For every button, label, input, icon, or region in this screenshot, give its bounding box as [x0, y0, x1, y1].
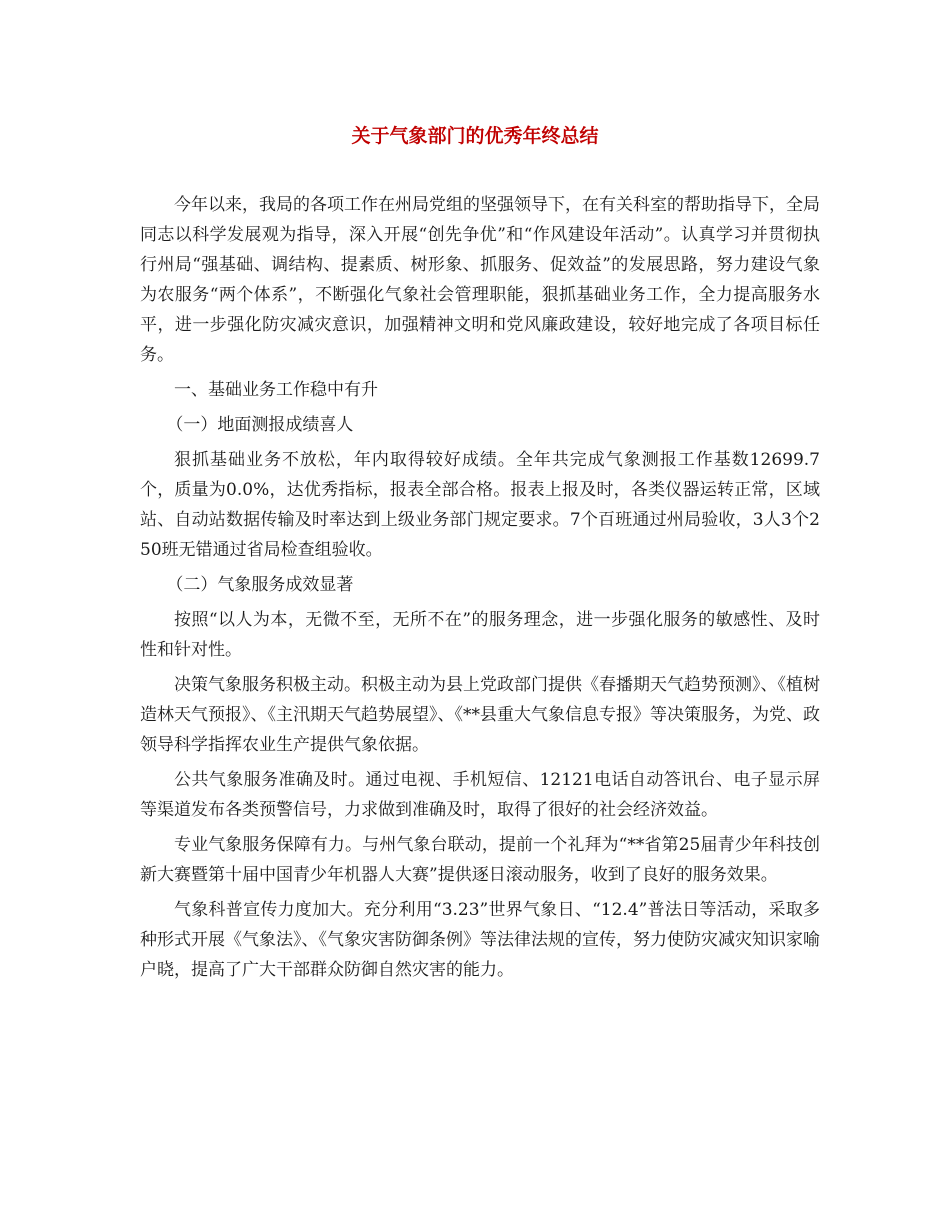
- section-heading-basic-work: 一、基础业务工作稳中有升: [174, 380, 378, 400]
- paragraph-intro: 今年以来，我局的各项工作在州局党组的坚强领导下，在有关科室的帮助指导下，全局同志以科学发展观为指导，深入开展“创先争优”和“作风建设年活动”。认真学习并贯彻执行州局“强基础、调结构、提素质、树形象、抓服务、促效益”的发展思路，努力建设气象为农服务“两个体系”，不断强化气象社会管理职能，狠抓基础业务工作，全力提高服务水平，进一步强化防灾减灾意识，加强精神文明和党风廉政建设，较好地完成了各项目标任务。: [140, 195, 820, 365]
- document-body: [140, 190, 820, 990]
- paragraph-science-publicity: 气象科普宣传力度加大。充分利用“3.23”世界气象日、“12.4”普法日等活动，采取多种形式开展《气象法》、《气象灾害防御条例》等法律法规的宣传，努力使防灾减灾知识家喻户晓，提高了广大干部群众防御自然灾害的能力。: [140, 900, 820, 980]
- subsection-heading-surface-observation: （一）地面测报成绩喜人: [166, 415, 354, 435]
- subsection-heading-weather-service: （二）气象服务成效显著: [166, 575, 354, 595]
- document-title: 关于气象部门的优秀年终总结: [351, 125, 599, 147]
- paragraph-surface-observation: 狠抓基础业务不放松，年内取得较好成绩。全年共完成气象测报工作基数12699.7个，质量为0.0%，达优秀指标，报表全部合格。报表上报及时，各类仪器运转正常，区域站、自动站数据传输及时率达到上级业务部门规定要求。7个百班通过州局验收，3人3个250班无错通过省局检查组验收。: [140, 450, 820, 560]
- paragraph-public-service: 公共气象服务准确及时。通过电视、手机短信、12121电话自动答讯台、电子显示屏等渠道发布各类预警信号，力求做到准确及时，取得了很好的社会经济效益。: [140, 770, 820, 820]
- paragraph-service-philosophy: 按照“以人为本，无微不至，无所不在”的服务理念，进一步强化服务的敏感性、及时性和针对性。: [140, 610, 820, 660]
- paragraph-decision-service: 决策气象服务积极主动。积极主动为县上党政部门提供《春播期天气趋势预测》、《植树造林天气预报》、《主汛期天气趋势展望》、《**县重大气象信息专报》等决策服务，为党、政领导科学指挥农业生产提供气象依据。: [140, 675, 820, 755]
- paragraph-professional-service: 专业气象服务保障有力。与州气象台联动，提前一个礼拜为“**省第25届青少年科技创新大赛暨第十届中国青少年机器人大赛”提供逐日滚动服务，收到了良好的服务效果。: [140, 835, 820, 885]
